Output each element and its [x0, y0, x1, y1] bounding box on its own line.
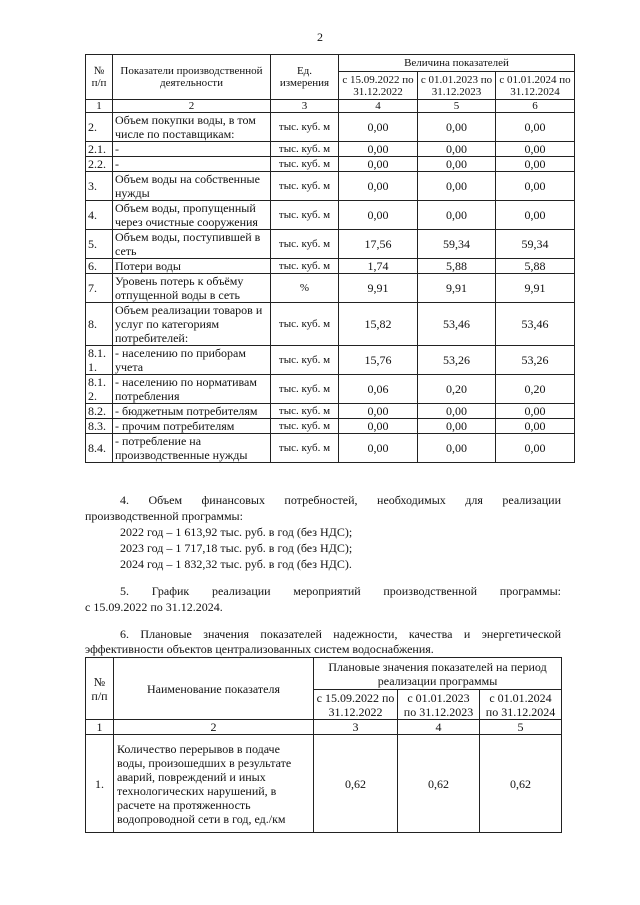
row-indicator-name: - — [113, 157, 271, 172]
table-row — [86, 346, 575, 375]
header-period-2024: с 01.01.2024 по 31.12.2024 — [496, 72, 575, 100]
table-row — [86, 274, 575, 303]
row-indicator-name: Объем воды, пропущенный через очистные сооружения — [113, 201, 271, 230]
row-value-2023: 0,62 — [398, 735, 480, 833]
row-unit: тыс. куб. м — [271, 375, 339, 404]
row-value-2024: 0,00 — [496, 172, 575, 201]
row-value-2022: 0,00 — [339, 172, 418, 201]
header-period-2022: с 15.09.2022 по 31.12.2022 — [314, 690, 398, 720]
col-number: 2 — [114, 720, 314, 735]
table-row — [86, 375, 575, 404]
col-number: 1 — [86, 720, 114, 735]
section5-heading — [120, 583, 561, 599]
row-value-2024: 0,00 — [496, 419, 575, 434]
reliability-indicators-table — [85, 657, 562, 833]
production-indicators-table — [85, 54, 575, 463]
row-num: 8. — [86, 303, 113, 346]
row-num: 8.1. 2. — [86, 375, 113, 404]
heading-word: мероприятий — [293, 584, 361, 598]
row-unit: тыс. куб. м — [271, 434, 339, 463]
header-period-2023: с 01.01.2023 по 31.12.2023 — [418, 72, 496, 100]
row-indicator-name: Объем реализации товаров и услуг по категориям потребителей: — [113, 303, 271, 346]
row-value-2024: 9,91 — [496, 274, 575, 303]
row-num: 2. — [86, 113, 113, 142]
row-value-2022: 0,00 — [339, 434, 418, 463]
table-row — [86, 303, 575, 346]
row-indicator-name: Потери воды — [113, 259, 271, 274]
table-row — [86, 142, 575, 157]
col-number: 6 — [496, 100, 575, 113]
header-num: № п/п — [86, 658, 114, 720]
row-value-2022: 0,00 — [339, 404, 418, 419]
col-number: 3 — [271, 100, 339, 113]
row-value-2023: 0,00 — [418, 157, 496, 172]
header-num: № п/п — [86, 55, 113, 100]
col-number: 4 — [398, 720, 480, 735]
heading-word: финансовых — [201, 493, 265, 507]
row-unit: тыс. куб. м — [271, 230, 339, 259]
header-planned-values: Плановые значения показателей на период реализации программы — [314, 658, 562, 690]
row-indicator-name: - населению по нормативам потребления — [113, 375, 271, 404]
row-value-2024: 5,88 — [496, 259, 575, 274]
table-row — [86, 404, 575, 419]
row-num: 8.3. — [86, 419, 113, 434]
row-num: 7. — [86, 274, 113, 303]
row-value-2024: 53,46 — [496, 303, 575, 346]
heading-word: программы: — [499, 584, 562, 598]
header-indicator: Показатели производственной деятельности — [113, 55, 271, 100]
row-value-2023: 0,00 — [418, 404, 496, 419]
finance-line-2023: 2023 год – 1 717,18 тыс. руб. в год (без НДС); — [120, 541, 353, 555]
row-unit: тыс. куб. м — [271, 346, 339, 375]
row-value-2022: 1,74 — [339, 259, 418, 274]
row-indicator-name: - бюджетным потребителям — [113, 404, 271, 419]
row-value-2022: 0,00 — [339, 113, 418, 142]
row-value-2022: 0,00 — [339, 419, 418, 434]
section6-heading-cont: эффективности объектов централизованных систем водоснабжения. — [85, 642, 434, 656]
section4-heading — [120, 492, 561, 508]
table-row — [86, 157, 575, 172]
row-value-2023: 5,88 — [418, 259, 496, 274]
row-value-2024: 0,00 — [496, 434, 575, 463]
row-indicator-name: Объем воды на собственные нужды — [113, 172, 271, 201]
row-value-2023: 0,00 — [418, 142, 496, 157]
row-value-2024: 0,00 — [496, 157, 575, 172]
row-value-2023: 53,46 — [418, 303, 496, 346]
row-num: 8.1. 1. — [86, 346, 113, 375]
row-unit: тыс. куб. м — [271, 201, 339, 230]
row-value-2024: 53,26 — [496, 346, 575, 375]
column-numbers-row — [86, 100, 575, 113]
row-value-2022: 9,91 — [339, 274, 418, 303]
row-indicator-name: Уровень потерь к объёму отпущенной воды в сеть — [113, 274, 271, 303]
header-values-group: Величина показателей — [339, 55, 575, 72]
row-value-2022: 0,62 — [314, 735, 398, 833]
table-row — [86, 259, 575, 274]
row-num: 2.1. — [86, 142, 113, 157]
heading-word: 5. График — [120, 584, 190, 598]
row-value-2022: 0,00 — [339, 157, 418, 172]
row-unit: % — [271, 274, 339, 303]
col-number: 5 — [418, 100, 496, 113]
row-value-2024: 0,00 — [496, 404, 575, 419]
row-unit: тыс. куб. м — [271, 172, 339, 201]
row-value-2022: 0,00 — [339, 201, 418, 230]
header-period-2023: с 01.01.2023 по 31.12.2023 — [398, 690, 480, 720]
table-row — [86, 172, 575, 201]
row-indicator-name: - населению по приборам учета — [113, 346, 271, 375]
col-number: 2 — [113, 100, 271, 113]
header-period-2024: с 01.01.2024 по 31.12.2024 — [480, 690, 562, 720]
section5-period: с 15.09.2022 по 31.12.2024. — [85, 600, 223, 614]
heading-word: 4. Объем — [120, 493, 183, 507]
row-value-2023: 53,26 — [418, 346, 496, 375]
heading-word: необходимых — [377, 493, 446, 507]
finance-line-2022: 2022 год – 1 613,92 тыс. руб. в год (без НДС); — [120, 525, 353, 539]
row-value-2023: 0,00 — [418, 201, 496, 230]
row-num: 8.4. — [86, 434, 113, 463]
row-value-2022: 15,82 — [339, 303, 418, 346]
row-value-2023: 9,91 — [418, 274, 496, 303]
heading-word: потребностей, — [284, 493, 358, 507]
row-num: 8.2. — [86, 404, 113, 419]
row-num: 3. — [86, 172, 113, 201]
row-indicator-name: Объем покупки воды, в том числе по поставщикам: — [113, 113, 271, 142]
section6-heading: 6. Плановые значения показателей надежности, качества и энергетической — [120, 627, 561, 641]
row-value-2024: 0,62 — [480, 735, 562, 833]
row-num: 4. — [86, 201, 113, 230]
heading-word: реализации — [211, 584, 271, 598]
table-row — [86, 419, 575, 434]
row-num: 2.2. — [86, 157, 113, 172]
row-indicator-name: Объем воды, поступившей в сеть — [113, 230, 271, 259]
row-num: 6. — [86, 259, 113, 274]
row-value-2023: 0,00 — [418, 434, 496, 463]
row-num: 1. — [86, 735, 114, 833]
table-row — [86, 230, 575, 259]
row-value-2024: 59,34 — [496, 230, 575, 259]
heading-word: для — [465, 493, 483, 507]
row-value-2023: 59,34 — [418, 230, 496, 259]
row-indicator-name: Количество перерывов в подаче воды, произошедших в результате аварий, повреждений и иных технологических нарушений, в расчете на протяженность водопроводной сети в год, ед./км — [114, 735, 314, 833]
row-value-2023: 0,00 — [418, 172, 496, 201]
row-value-2022: 0,00 — [339, 142, 418, 157]
row-value-2024: 0,00 — [496, 142, 575, 157]
row-value-2022: 17,56 — [339, 230, 418, 259]
finance-line-2024: 2024 год – 1 832,32 тыс. руб. в год (без НДС). — [120, 557, 352, 571]
header-indicator-name: Наименование показателя — [114, 658, 314, 720]
table-row — [86, 434, 575, 463]
row-value-2024: 0,20 — [496, 375, 575, 404]
row-unit: тыс. куб. м — [271, 157, 339, 172]
row-unit: тыс. куб. м — [271, 404, 339, 419]
col-number: 4 — [339, 100, 418, 113]
header-period-2022: с 15.09.2022 по 31.12.2022 — [339, 72, 418, 100]
header-unit: Ед. измерения — [271, 55, 339, 100]
table-row — [86, 113, 575, 142]
row-unit: тыс. куб. м — [271, 142, 339, 157]
row-value-2024: 0,00 — [496, 201, 575, 230]
row-unit: тыс. куб. м — [271, 419, 339, 434]
table-row — [86, 201, 575, 230]
column-numbers-row — [86, 720, 562, 735]
page-number: 2 — [317, 30, 323, 44]
row-value-2023: 0,00 — [418, 113, 496, 142]
row-value-2023: 0,20 — [418, 375, 496, 404]
row-unit: тыс. куб. м — [271, 113, 339, 142]
row-value-2022: 0,06 — [339, 375, 418, 404]
row-value-2023: 0,00 — [418, 419, 496, 434]
row-num: 5. — [86, 230, 113, 259]
row-value-2022: 15,76 — [339, 346, 418, 375]
col-number: 1 — [86, 100, 113, 113]
row-indicator-name: - — [113, 142, 271, 157]
row-value-2024: 0,00 — [496, 113, 575, 142]
heading-word: производственной — [383, 584, 478, 598]
col-number: 5 — [480, 720, 562, 735]
section4-heading-cont: производственной программы: — [85, 509, 243, 523]
heading-word: реализации — [502, 493, 562, 507]
table-row — [86, 735, 562, 833]
row-indicator-name: - прочим потребителям — [113, 419, 271, 434]
row-unit: тыс. куб. м — [271, 259, 339, 274]
row-indicator-name: - потребление на производственные нужды — [113, 434, 271, 463]
row-unit: тыс. куб. м — [271, 303, 339, 346]
col-number: 3 — [314, 720, 398, 735]
